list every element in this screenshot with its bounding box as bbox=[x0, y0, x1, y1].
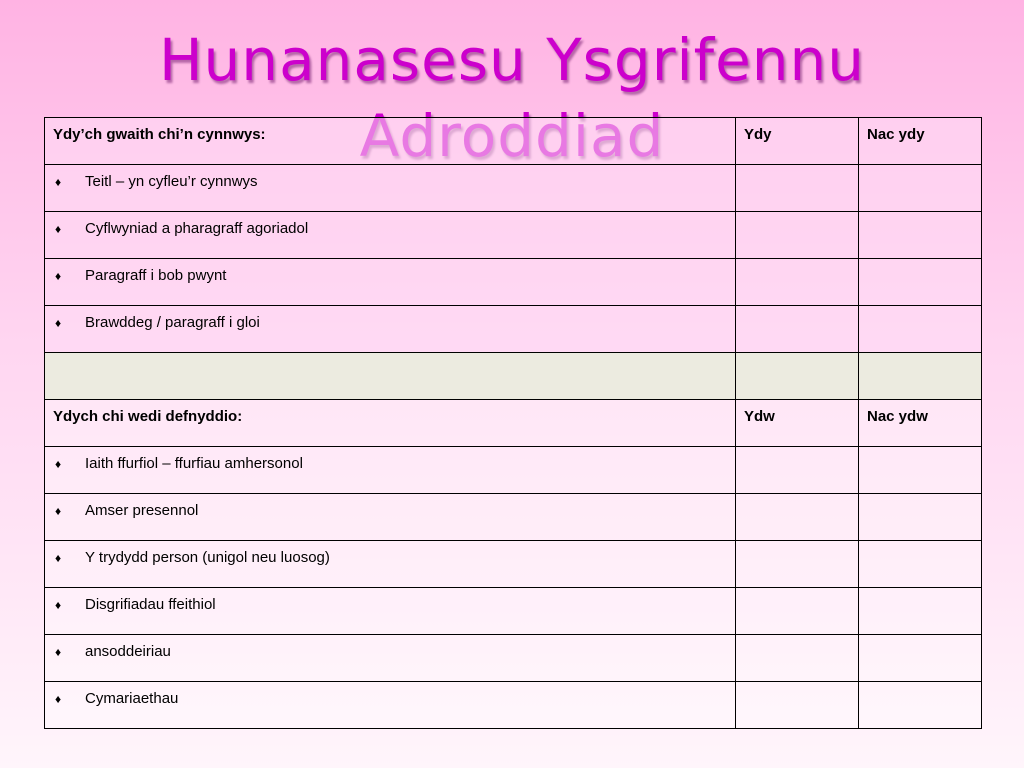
yes-cell[interactable] bbox=[736, 165, 859, 212]
criterion-cell bbox=[45, 494, 736, 541]
section1-col-yes: Ydy bbox=[736, 118, 859, 165]
criterion-cell bbox=[45, 165, 736, 212]
criterion-cell bbox=[45, 541, 736, 588]
section2-col-yes: Ydw bbox=[736, 400, 859, 447]
criterion-label: Brawddeg / paragraff i gloi bbox=[85, 314, 260, 331]
yes-cell[interactable] bbox=[736, 306, 859, 353]
separator-cell bbox=[736, 353, 859, 400]
table-row bbox=[45, 682, 982, 729]
table-row bbox=[45, 447, 982, 494]
section1-heading: Ydy’ch gwaith chi’n cynnwys: bbox=[45, 118, 736, 165]
diamond-bullet-icon: ♦ bbox=[55, 504, 62, 518]
section2-col-no: Nac ydw bbox=[859, 400, 982, 447]
section2-heading: Ydych chi wedi defnyddio: bbox=[45, 400, 736, 447]
separator-row bbox=[45, 353, 982, 400]
no-cell[interactable] bbox=[859, 541, 982, 588]
table-row bbox=[45, 588, 982, 635]
criterion-label: Iaith ffurfiol – ffurfiau amhersonol bbox=[85, 455, 303, 472]
criterion-label: Cyflwyniad a pharagraff agoriadol bbox=[85, 220, 309, 237]
yes-cell[interactable] bbox=[736, 447, 859, 494]
no-cell[interactable] bbox=[859, 635, 982, 682]
table-row bbox=[45, 306, 982, 353]
no-cell[interactable] bbox=[859, 306, 982, 353]
yes-cell[interactable] bbox=[736, 588, 859, 635]
no-cell[interactable] bbox=[859, 588, 982, 635]
no-cell[interactable] bbox=[859, 165, 982, 212]
table-row bbox=[45, 165, 982, 212]
criterion-cell bbox=[45, 682, 736, 729]
section1-header-row bbox=[45, 118, 982, 165]
diamond-bullet-icon: ♦ bbox=[55, 316, 62, 330]
no-cell[interactable] bbox=[859, 212, 982, 259]
criterion-cell bbox=[45, 447, 736, 494]
diamond-bullet-icon: ♦ bbox=[55, 175, 62, 189]
section1-col-no: Nac ydy bbox=[859, 118, 982, 165]
separator-cell bbox=[45, 353, 736, 400]
yes-cell[interactable] bbox=[736, 682, 859, 729]
diamond-bullet-icon: ♦ bbox=[55, 598, 62, 612]
diamond-bullet-icon: ♦ bbox=[55, 692, 62, 706]
yes-cell[interactable] bbox=[736, 635, 859, 682]
separator-cell bbox=[859, 353, 982, 400]
criterion-label: Paragraff i bob pwynt bbox=[85, 267, 227, 284]
criterion-cell bbox=[45, 635, 736, 682]
criterion-cell bbox=[45, 259, 736, 306]
criterion-label: Y trydydd person (unigol neu luosog) bbox=[85, 549, 330, 566]
no-cell[interactable] bbox=[859, 494, 982, 541]
self-assessment-table bbox=[44, 117, 982, 729]
table-row bbox=[45, 541, 982, 588]
page-title: Hunanasesu Ysgrifennu bbox=[158, 26, 866, 94]
criterion-label: Cymariaethau bbox=[85, 690, 179, 707]
criterion-cell bbox=[45, 306, 736, 353]
criterion-label: Amser presennol bbox=[85, 502, 199, 519]
table-row bbox=[45, 635, 982, 682]
yes-cell[interactable] bbox=[736, 494, 859, 541]
no-cell[interactable] bbox=[859, 447, 982, 494]
table-row bbox=[45, 494, 982, 541]
yes-cell[interactable] bbox=[736, 212, 859, 259]
no-cell[interactable] bbox=[859, 682, 982, 729]
diamond-bullet-icon: ♦ bbox=[55, 269, 62, 283]
section2-header-row bbox=[45, 400, 982, 447]
table-row bbox=[45, 212, 982, 259]
table-row bbox=[45, 259, 982, 306]
criterion-label: Teitl – yn cyfleu’r cynnwys bbox=[85, 173, 258, 190]
yes-cell[interactable] bbox=[736, 541, 859, 588]
yes-cell[interactable] bbox=[736, 259, 859, 306]
no-cell[interactable] bbox=[859, 259, 982, 306]
diamond-bullet-icon: ♦ bbox=[55, 457, 62, 471]
criterion-cell bbox=[45, 588, 736, 635]
diamond-bullet-icon: ♦ bbox=[55, 551, 62, 565]
diamond-bullet-icon: ♦ bbox=[55, 645, 62, 659]
criterion-cell bbox=[45, 212, 736, 259]
criterion-label: Disgrifiadau ffeithiol bbox=[85, 596, 216, 613]
criterion-label: ansoddeiriau bbox=[85, 643, 171, 660]
diamond-bullet-icon: ♦ bbox=[55, 222, 62, 236]
